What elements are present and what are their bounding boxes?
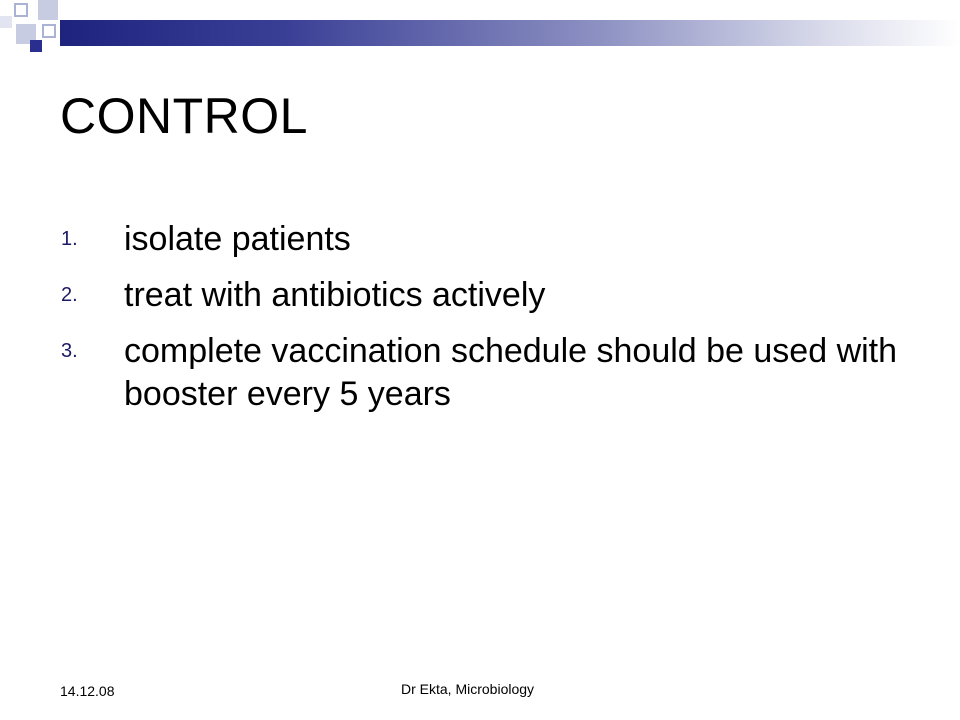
list-item — [60, 328, 920, 416]
slide-title: CONTROL — [60, 88, 308, 144]
numbered-list — [60, 216, 920, 426]
decorative-square — [14, 3, 28, 17]
list-item — [60, 272, 920, 318]
header-gradient-bar — [60, 20, 960, 46]
decorative-square — [0, 16, 12, 28]
list-item-number: 3. — [61, 340, 78, 362]
decorative-square — [38, 0, 58, 20]
footer-date: 14.12.08 — [60, 683, 115, 699]
footer-credit: Dr Ekta, Microbiology — [401, 681, 535, 697]
list-item-number: 1. — [61, 228, 78, 250]
list-item-text: complete vaccination schedule should be used with booster every 5 years — [124, 332, 898, 413]
decorative-square — [42, 24, 56, 38]
decorative-square — [30, 40, 42, 52]
list-item-text: treat with antibiotics actively — [124, 276, 546, 314]
list-item-text: isolate patients — [124, 220, 351, 258]
list-item — [60, 216, 920, 262]
list-item-number: 2. — [61, 284, 78, 306]
